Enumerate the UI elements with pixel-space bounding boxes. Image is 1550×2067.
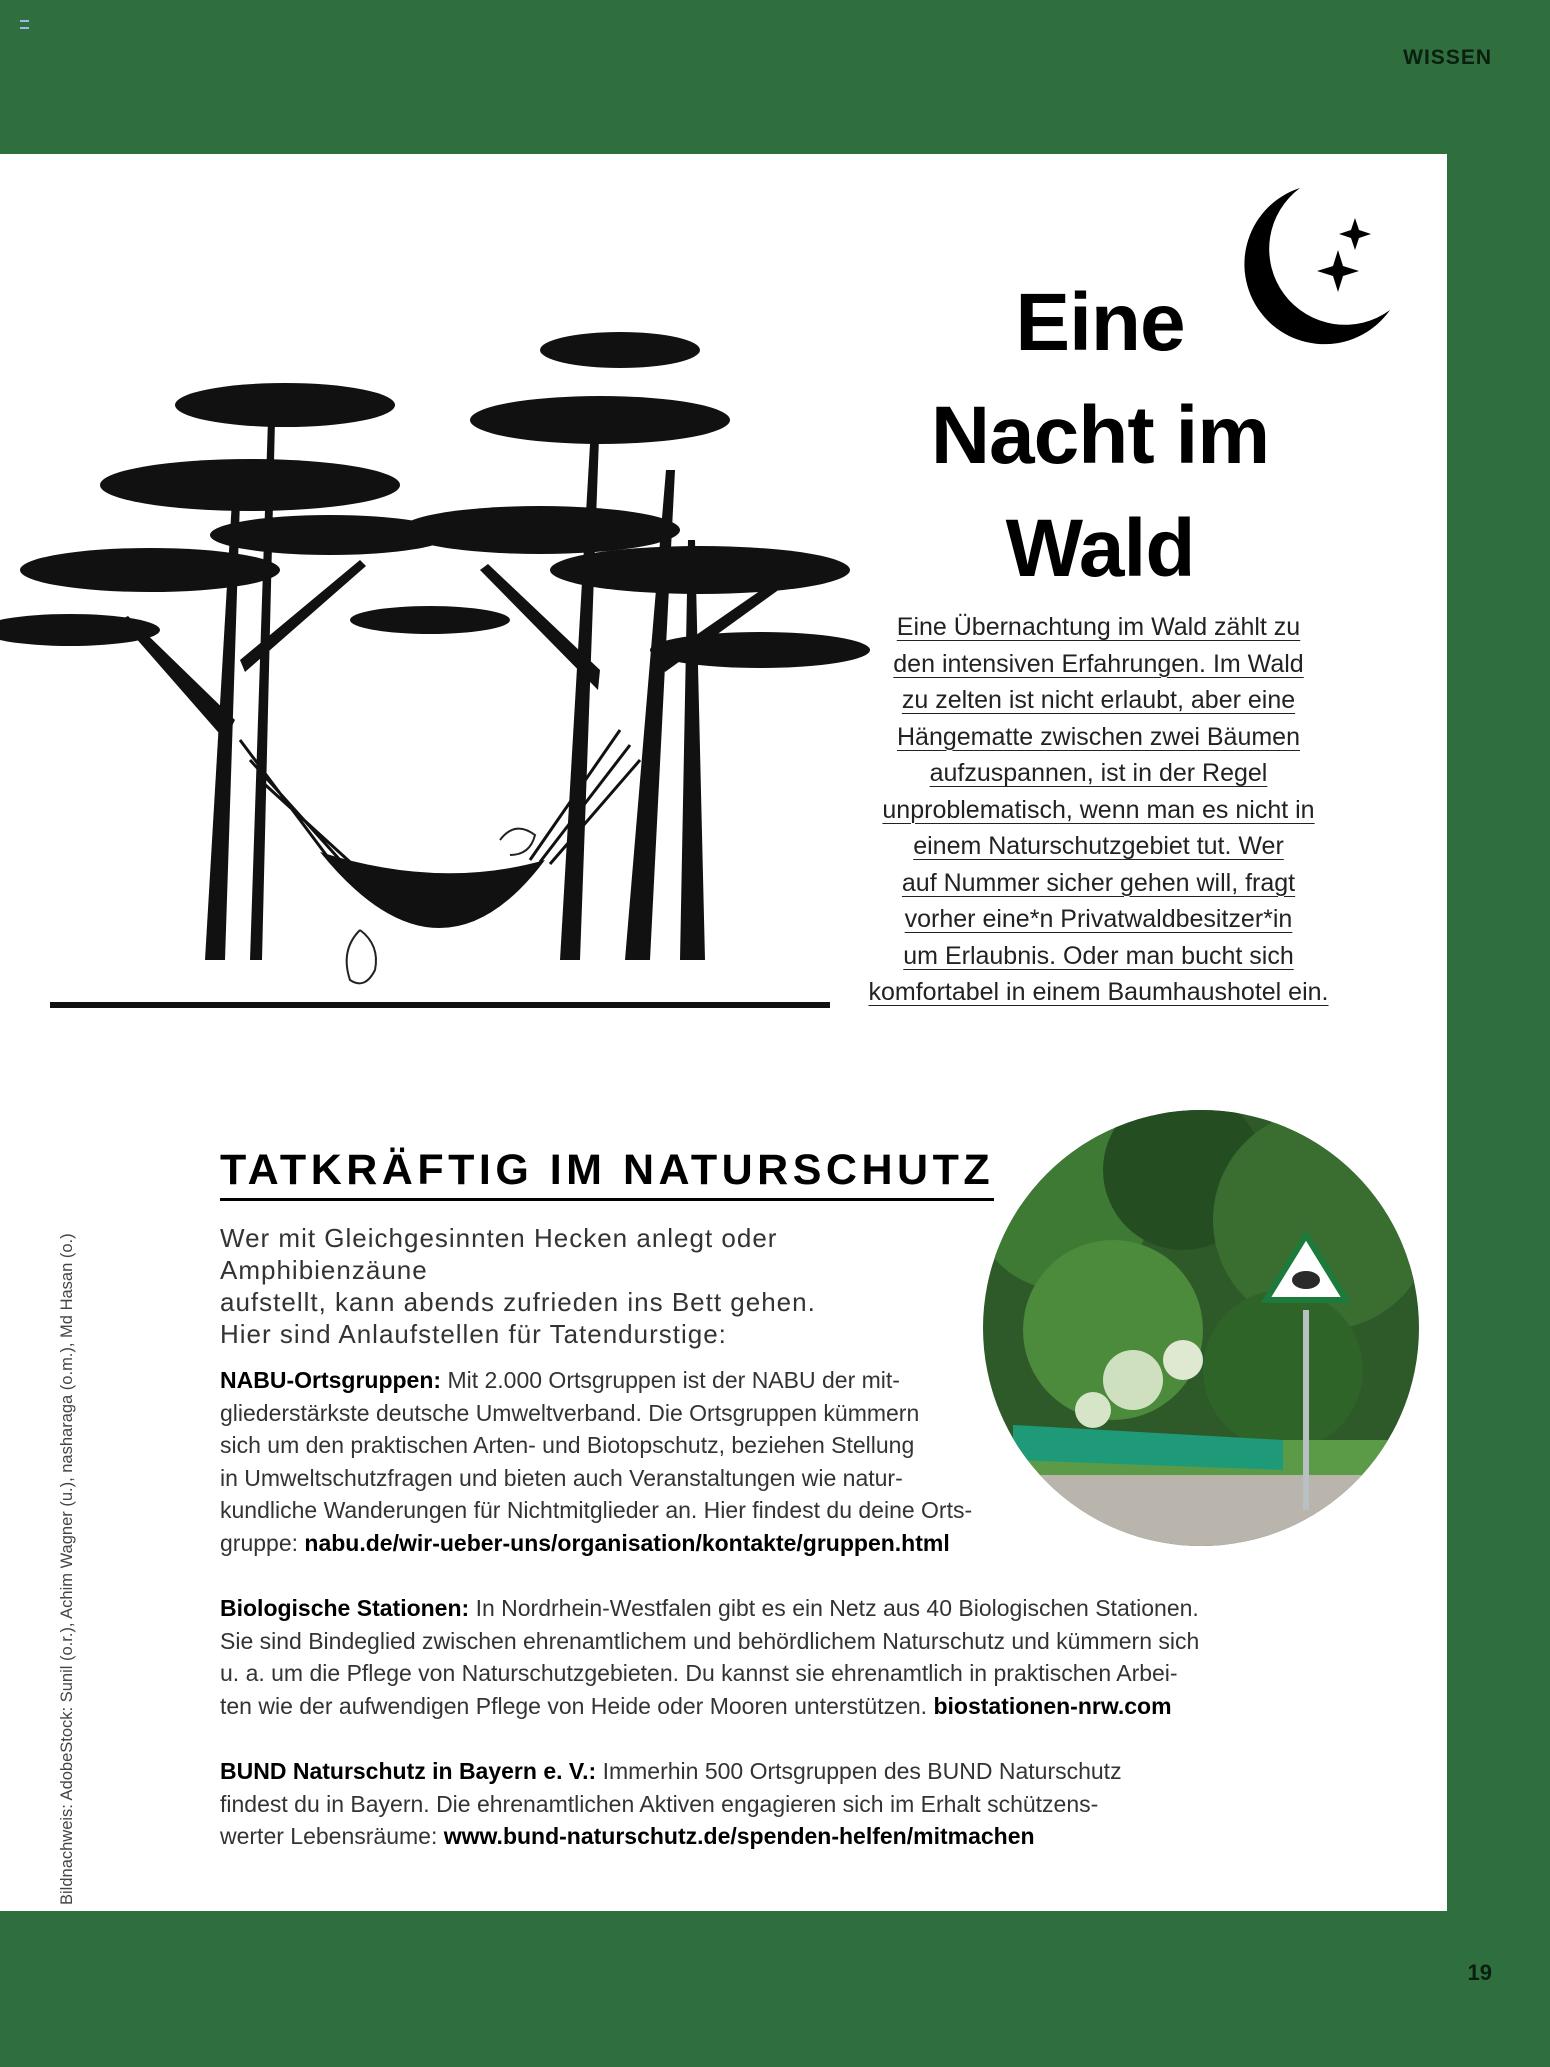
conservation-heading: TATKRÄFTIG IM NATURSCHUTZ (220, 1144, 994, 1201)
intro-line: Hängematte zwischen zwei Bäumen (897, 722, 1300, 751)
menu-icon (20, 20, 29, 29)
photo-credit: Bildnachweis: AdobeStock: Sunil (o.r.), Achim Wagner (u.), nasharaga (o.m.), Md Hasan (o.) (58, 1233, 76, 1905)
entry-text: Immerhin 500 Ortsgruppen des BUND Naturschutz (602, 1758, 1122, 1784)
intro-line: um Erlaubnis. Oder man bucht sich (903, 941, 1294, 970)
entry-text: kundliche Wanderungen für Nichtmitglieder an. Hier findest du deine Orts- (220, 1497, 973, 1523)
intro-line: einem Naturschutzgebiet tut. Wer (913, 832, 1284, 860)
intro-line: aufzuspannen, ist in der Regel (929, 759, 1268, 787)
bund-link[interactable]: www.bund-naturschutz.de/spenden-helfen/mitmachen (443, 1823, 1035, 1849)
title-line: Wald (1005, 503, 1195, 594)
entry-name: Biologische Stationen: (220, 1595, 470, 1621)
entry-text: In Nordrhein-Westfalen gibt es ein Netz aus 40 Biologischen Stationen. (475, 1595, 1199, 1621)
intro-line: Eine Übernachtung im Wald zählt zu (896, 613, 1301, 641)
title-line: Eine (1015, 277, 1185, 368)
title-line: Nacht im (930, 390, 1270, 481)
entry-text: in Umweltschutzfragen und bieten auch Veranstaltungen wie natur- (220, 1464, 903, 1491)
entry-name: BUND Naturschutz in Bayern e. V.: (220, 1758, 597, 1784)
feature-title (870, 266, 1330, 605)
entry-text: Sie sind Bindeglied zwischen ehrenamtlichem und behördlichem Naturschutz und kümmern sich (220, 1627, 1200, 1654)
lead-line: aufstellt, kann abends zufrieden ins Bett gehen. (220, 1287, 816, 1317)
page-number: 19 (1467, 1960, 1492, 1985)
nabu-link[interactable]: nabu.de/wir-ueber-uns/organisation/kontakte/gruppen.html (304, 1529, 950, 1556)
intro-line: zu zelten ist nicht erlaubt, aber eine (901, 686, 1296, 714)
entry-text: findest du in Bayern. Die ehrenamtlichen Aktiven engagieren sich im Erhalt schützens- (220, 1790, 1099, 1817)
intro-line: auf Nummer sicher gehen will, fragt (901, 868, 1296, 897)
entry-bund (220, 1755, 1220, 1853)
section-label: WISSEN (1403, 46, 1492, 69)
intro-line: vorher eine*n Privatwaldbesitzer*in (904, 905, 1293, 933)
entry-text: ten wie der aufwendigen Pflege von Heide oder Mooren unterstützen. (220, 1692, 928, 1719)
entry-text: sich um den praktischen Arten- und Biotopschutz, beziehen Stellung (220, 1432, 915, 1458)
entry-text: u. a. um die Pflege von Naturschutzgebieten. Du kannst sie ehrenamtlich in praktischen Arbei- (220, 1660, 1178, 1686)
lead-line: Wer mit Gleichgesinnten Hecken anlegt oder Amphibienzäune (220, 1223, 778, 1285)
lead-line: Hier sind Anlaufstellen für Tatendurstige: (220, 1319, 727, 1349)
biostationen-link[interactable]: biostationen-nrw.com (933, 1692, 1172, 1719)
entry-nabu (220, 1364, 990, 1559)
content-panel (0, 154, 1447, 1911)
entry-biostationen (220, 1592, 1250, 1722)
entry-name: NABU-Ortsgruppen: (220, 1367, 442, 1393)
intro-line: den intensiven Erfahrungen. Im Wald (893, 649, 1304, 678)
trees-hammock-illustration (0, 240, 890, 1020)
conservation-lead (220, 1222, 980, 1350)
intro-line: unproblematisch, wenn man es nicht in (882, 795, 1315, 824)
intro-line: komfortabel in einem Baumhaushotel ein. (868, 978, 1329, 1006)
entry-text: gliederstärkste deutsche Umweltverband. Die Ortsgruppen kümmern (220, 1399, 920, 1426)
entry-text: Mit 2.000 Ortsgruppen ist der NABU der mit- (447, 1367, 900, 1393)
toad-sign-photo (983, 1110, 1419, 1546)
entry-text: gruppe: (220, 1529, 299, 1556)
entry-text: werter Lebensräume: (220, 1823, 438, 1849)
feature-intro (846, 609, 1351, 1011)
